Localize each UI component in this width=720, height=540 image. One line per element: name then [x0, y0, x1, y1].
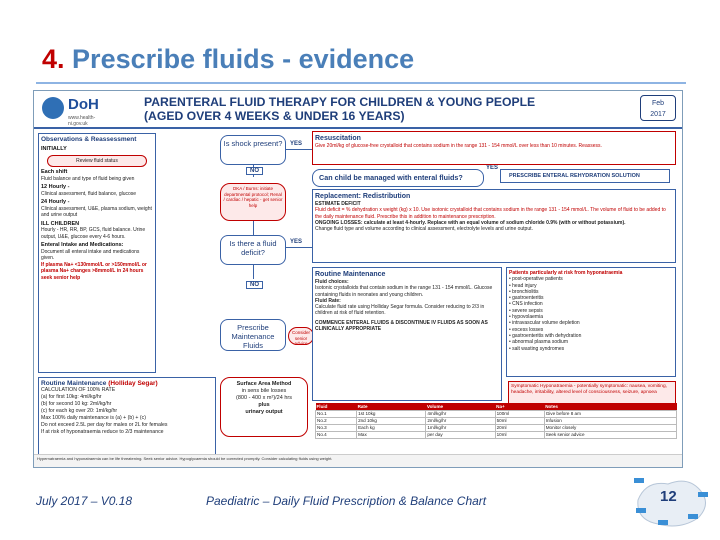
surface-line-1: in sens bile losses — [241, 388, 287, 394]
surface-title: Surface Area Method — [236, 381, 292, 387]
fluid-rate-label: Fluid Rate: — [315, 297, 341, 304]
each-shift-label: Each shift — [41, 169, 68, 175]
list-item: • severe sepsis — [509, 307, 543, 314]
senior-advice-pill: Consider senior advice — [288, 327, 314, 345]
table-row: No.1 1st 10kg 4ml/kg/hr 100ml Give before 8 am — [316, 410, 677, 417]
h12-text: Clinical assessment, fluid balance, glucose — [41, 190, 137, 197]
list-item: • head injury — [509, 282, 537, 289]
holliday-heading: Routine Maintenance — [41, 380, 107, 387]
redistribution-box — [312, 189, 676, 263]
date-month: Feb — [651, 100, 665, 107]
enteral-yes-label: YES — [486, 165, 499, 171]
table-header: Volume — [426, 403, 495, 410]
table-header: Na+ — [495, 403, 544, 410]
deficit-yes-arrow — [286, 247, 312, 248]
logo-mark-icon — [42, 97, 64, 119]
flow-arrow-2 — [253, 221, 254, 235]
prescribe-maintenance-box: Prescribe Maintenance Fluids — [220, 319, 286, 351]
fluid-therapy-poster — [33, 90, 683, 468]
observations-heading: Observations & Reassessment — [41, 136, 137, 143]
logo-text: DoH — [68, 96, 99, 113]
enteral-fluids-question: Can child be managed with enteral fluids? — [312, 169, 484, 187]
list-item: • CNS infection — [509, 301, 543, 308]
holliday-segar-box — [38, 377, 216, 463]
initially-label: INITIALLY — [41, 146, 67, 152]
table-row: No.4 Max per day 10ml Seek senior advice — [316, 431, 677, 438]
redistribution-text: Fluid deficit = % dehydration x weight (kg) x 10. Use isotonic crystalloid that contains sodium in the range 131 - 154 mmol/L. The volume of fluid to be added to the daily maintenance fluid. Prescribe this in addition to maintenance prescription. — [315, 207, 666, 220]
list-item: • gastroenteritis with dehydration — [509, 332, 582, 339]
fluid-choices-label: Fluid choices: — [315, 279, 349, 285]
fluid-table — [315, 403, 677, 453]
calc-line-3: (c) for each kg over 20: 1ml/kg/hr — [41, 408, 118, 414]
deficit-yes-label: YES — [290, 239, 303, 245]
page-number: 12 — [660, 488, 677, 505]
ill-children-label: ILL CHILDREN — [41, 220, 80, 227]
risk-heading: Patients particularly at risk from hyponatraemia — [509, 270, 623, 276]
poster-date — [640, 95, 676, 121]
list-item: • salt wasting syndromes — [509, 345, 565, 352]
poster-title — [144, 95, 535, 123]
slide-title-text: Prescribe fluids - evidence — [72, 44, 415, 74]
surface-line-4: urinary output — [245, 409, 283, 415]
poster-header — [34, 91, 682, 129]
list-item: • abnormal plasma sodium — [509, 339, 568, 346]
enteral-intake-text: Document all enteral intake and medications given. — [41, 248, 140, 261]
shock-no-label: NO — [246, 167, 263, 175]
redistribution-heading: Replacement: Redistribution — [315, 193, 411, 200]
risk-list — [509, 276, 673, 352]
poster-title-line2: (AGED OVER 4 WEEKS & UNDER 16 YEARS) — [144, 109, 405, 123]
shock-decision: Is shock present? — [220, 135, 286, 165]
shock-yes-label: YES — [290, 141, 303, 147]
poster-title-line1: PARENTERAL FLUID THERAPY FOR CHILDREN & YOUNG PEOPLE — [144, 95, 536, 109]
surface-line-3: plus — [258, 402, 270, 408]
dka-burns-alert: DKA / Burns: initiate departmental protocol; Renal / cardiac / hepatic - get senior help — [220, 183, 286, 221]
shock-yes-arrow — [286, 149, 312, 150]
hyponatraemia-risk-box — [506, 267, 676, 377]
enteral-intake-label: Enteral Intake and Medications: — [41, 242, 124, 248]
slide-title — [42, 44, 414, 75]
resuscitation-text: Give 20ml/kg of glucose-free crystalloid that contains sodium in the range 131 - 154 mmol/L over less than 10 minutes. Reassess. — [315, 143, 602, 149]
h24-text: Clinical assessment, U&E, plasma sodium, weight and urine output — [41, 205, 152, 218]
surface-area-box — [220, 377, 308, 437]
calc-line-4: Max 100% daily maintenance is (a) + (b) + (c) — [41, 415, 146, 421]
deficit-decision: Is there a fluid deficit? — [220, 235, 286, 265]
calc-line-2: (b) for second 10 kg: 2ml/kg/hr — [41, 401, 112, 407]
routine-maintenance-box — [312, 267, 502, 401]
resuscitation-heading: Resuscitation — [315, 135, 361, 142]
ill-children-text: Hourly - HR, RR, BP, GCS, fluid balance. Urine output, U&E, glucose every 4-6 hours. — [41, 227, 146, 240]
doh-logo — [40, 95, 112, 125]
h12-label: 12 Hourly - — [41, 184, 70, 190]
holliday-sub: (Holliday Segar) — [108, 380, 158, 387]
list-item: • intravascular volume depletion — [509, 320, 580, 327]
calc-line-6: If at risk of hyponatraemia reduce to 2/3 maintenance — [41, 429, 164, 435]
surface-line-2: (800 - 400 x m²)/24 hrs — [236, 395, 292, 401]
resuscitation-box — [312, 131, 676, 165]
table-header: Notes — [544, 403, 676, 410]
symptomatic-hyponatraemia-box: Symptomatic Hyponatraemia - potentially symptomatic: nausea, vomiting, headache, irritability, altered level of consciousness, seizure, apnoea — [508, 381, 676, 411]
calc-line-1: (a) for first 10kg: 4ml/kg/hr — [41, 394, 102, 400]
ongoing-losses-text: ONGOING LOSSES: calculate at least 4-hourly. Replace with an equal volume of sodium chloride 0.9% (with or without potassium). — [315, 219, 626, 226]
each-shift-text: Fluid balance and type of fluid being given — [41, 175, 135, 182]
calc-line-5: Do not exceed 2.5L per day for males or 2L for females — [41, 422, 168, 428]
title-divider — [36, 82, 686, 84]
fluid-rate-text: Calculate fluid rate using Holliday Segar formula. Consider reducing to 2/3 in children at risk of fluid retention. — [315, 304, 485, 317]
deficit-no-label: NO — [246, 281, 263, 289]
logo-url: www.health-ni.gov.uk — [68, 115, 96, 127]
table-header: Rate — [357, 403, 426, 410]
list-item: • excess losses — [509, 326, 544, 333]
estimate-deficit-label: ESTIMATE DEFICIT — [315, 201, 361, 207]
sodium-warning: If plasma Na+ <130mmol/L or >150mmol/L or plasma Na+ changes >8mmol/L in 24 hours seek senior help — [41, 261, 147, 281]
list-item: • bronchiolitis — [509, 288, 539, 295]
h24-label: 24 Hourly - — [41, 199, 70, 205]
calc-rate-label: CALCULATION OF 100% RATE — [41, 387, 116, 393]
list-item: • post-operative patients — [509, 276, 563, 283]
prescribe-enteral-box: PRESCRIBE ENTERAL REHYDRATION SOLUTION — [500, 169, 670, 183]
poster-footer-note: Hypernatraemia and hyponatraemia can be life threatening. Seek senior advice. Hypoglycaemia should be corrected promptly. Consider calculating fluids using weight. — [34, 454, 682, 468]
deficit-no-arrow — [253, 265, 254, 279]
footer-caption: Paediatric – Daily Fluid Prescription & Balance Chart — [206, 494, 487, 508]
fluid-choices-text: Isotonic crystalloids that contain sodium in the range 131 - 154 mmol/L. Glucose containing fluids in neonates and young children. — [315, 285, 493, 298]
observations-column — [38, 133, 156, 373]
table-row: No.2 2nd 10kg 2ml/kg/hr 50ml Infusion — [316, 417, 677, 424]
list-item: • gastroenteritis — [509, 295, 544, 302]
table-header: Fluid — [316, 403, 357, 410]
routine-maintenance-heading: Routine Maintenance — [315, 271, 386, 278]
review-status-box: Review fluid status — [47, 155, 147, 168]
table-row: No.3 Each kg 1ml/kg/hr 20ml Monitor closely — [316, 424, 677, 431]
redistribution-extra: Change fluid type and volume according to clinical assessment, electrolyte levels and urine output. — [315, 226, 533, 233]
date-year: 2017 — [650, 111, 666, 118]
commence-enteral-text: COMMENCE ENTERAL FLUIDS & DISCONTINUE IV FLUIDS AS SOON AS CLINICALLY APPROPRIATE — [315, 319, 488, 333]
footer-date: July 2017 – V0.18 — [36, 494, 133, 508]
list-item: • hypovolaemia — [509, 314, 543, 321]
slide-number: 4. — [42, 44, 65, 74]
